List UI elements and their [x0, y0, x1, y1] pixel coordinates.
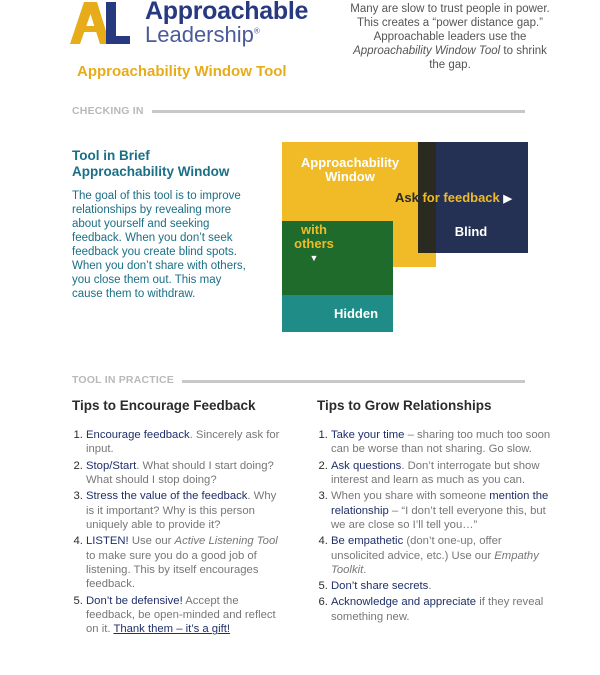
window-title: Approachability Window	[300, 155, 400, 184]
share-with-others-label: Share with others ▼	[290, 209, 338, 265]
list-item: 3. Stress the value of the feedback. Why is it important? Why is this person uniquely able to provide it?	[86, 489, 284, 532]
brand-name: Approachable	[145, 0, 309, 25]
section-header-checking-in: CHECKING IN	[72, 105, 144, 117]
brief-title: Tool in Brief Approachability Window	[72, 148, 230, 179]
list-item: 2. Stop/Start. What should I start doing? What should I stop doing?	[86, 459, 284, 488]
section-header-tool-in-practice: TOOL IN PRACTICE	[72, 374, 174, 386]
hidden-label: Hidden	[333, 306, 379, 321]
arrow-right-icon: ▶	[503, 193, 512, 205]
ask-for-feedback-label: Ask for feedback ▶	[395, 190, 512, 205]
list-item: 6. Acknowledge and appreciate if they reveal something new.	[331, 595, 553, 624]
list-item: 4. Be empathetic (don’t one-up, offer unsolicited advice, etc.) Use our Empathy Toolkit.	[331, 534, 553, 577]
list-item: 1. Encourage feedback. Sincerely ask for input.	[86, 428, 284, 457]
approachable-leadership-logo	[70, 0, 130, 46]
section-divider	[182, 380, 525, 383]
list-item: 5. Don’t be defensive! Accept the feedback, be open-minded and reflect on it. Thank them – it’s a gift!	[86, 594, 284, 637]
relationship-tips-title: Tips to Grow Relationships	[317, 398, 492, 413]
feedback-tips-title: Tips to Encourage Feedback	[72, 398, 256, 413]
relationship-tips-list	[317, 428, 553, 626]
arrow-down-icon: ▼	[309, 253, 319, 263]
list-item: 4. LISTEN! Use our Active Listening Tool to make sure you do a good job of listening. This by itself encourages feedback.	[86, 534, 284, 592]
intro-text: Many are slow to trust people in power. This creates a “power distance gap.” Approachable leaders use the Approachability Window Tool to shrink the gap.	[350, 3, 550, 71]
list-item: 5. Don’t share secrets.	[331, 579, 553, 593]
brief-body: The goal of this tool is to improve relationships by revealing more about yourself and seeking feedback. When you don’t seek feedback you create blind spots. When you don’t share with others, you close them out. This may cause them to withdraw.	[72, 190, 246, 300]
feedback-tips-list	[72, 428, 284, 639]
brand-name-line2: Leadership®	[145, 22, 260, 47]
list-item: 2. Ask questions. Don’t interrogate but show interest and learn as much as you can.	[331, 459, 553, 488]
list-item: 1. Take your time – sharing too much too soon can be worse than not sharing. Go slow.	[331, 428, 553, 457]
list-item: 3. When you share with someone mention the relationship – “I don’t tell everyone this, but we are close so I’ll tell you…”	[331, 489, 553, 532]
blind-label: Blind	[454, 224, 488, 239]
section-divider	[152, 110, 525, 113]
document-subtitle: Approachability Window Tool	[77, 63, 287, 80]
